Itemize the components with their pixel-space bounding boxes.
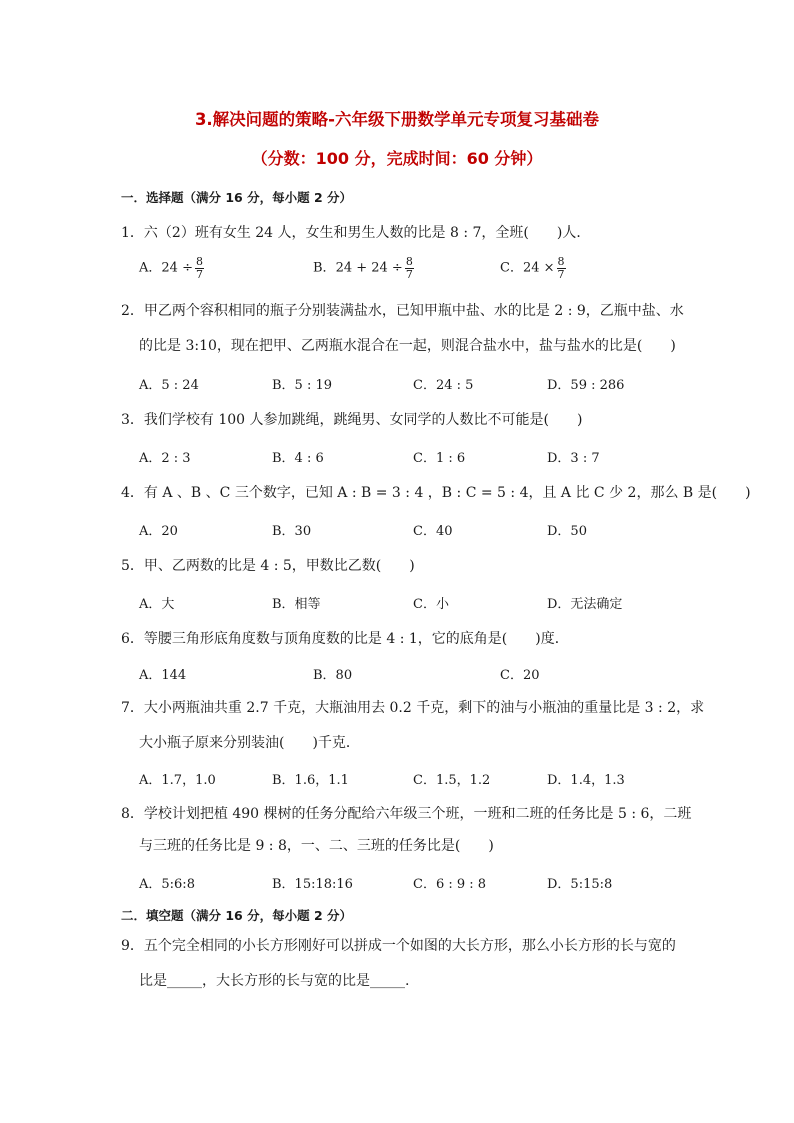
option-a-expression: 24 ÷	[161, 260, 193, 276]
option-c-label: C．	[500, 260, 523, 276]
question-7-option-d: D．1.4，1.3	[547, 773, 625, 788]
question-5-option-c: C．小	[413, 597, 449, 612]
section-heading-fill-in: 二．填空题（满分 16 分，每小题 2 分）	[121, 908, 353, 923]
question-1-option-c	[500, 256, 566, 280]
option-b-expression: 24 + 24 ÷	[335, 260, 403, 276]
section-heading-choice: 一．选择题（满分 16 分，每小题 2 分）	[121, 190, 353, 205]
question-6-option-b: B．80	[313, 668, 353, 683]
page-title: 3.解决问题的策略-六年级下册数学单元专项复习基础卷	[194, 110, 600, 129]
question-3-option-c: C．1 : 6	[413, 451, 466, 466]
option-b-fraction: $\frac{8}{7}$	[405, 255, 413, 281]
question-5-text: 5．甲、乙两数的比是 4 : 5，甲数比乙数( )	[121, 558, 415, 574]
question-8-option-c: C．6 : 9 : 8	[413, 877, 487, 892]
question-3-option-d: D．3 : 7	[547, 451, 600, 466]
question-5-option-d: D．无法确定	[547, 597, 623, 612]
question-4-option-d: D．50	[547, 524, 587, 539]
question-2-option-d: D．59 : 286	[547, 378, 625, 393]
question-2-text-line-2: 的比是 3:10，现在把甲、乙两瓶水混合在一起，则混合盐水中，盐与盐水的比是( )	[139, 338, 676, 354]
question-2-option-b: B．5 : 19	[272, 378, 333, 393]
question-3-text: 3．我们学校有 100 人参加跳绳，跳绳男、女同学的人数比不可能是( )	[121, 412, 583, 428]
question-4-option-a: A．20	[139, 524, 178, 539]
question-2-option-c: C．24 : 5	[413, 378, 474, 393]
question-7-text-line-2: 大小瓶子原来分别装油( )千克．	[139, 735, 360, 751]
question-6-option-a: A．144	[139, 668, 187, 683]
question-8-option-b: B．15:18:16	[272, 877, 353, 892]
question-6-option-c: C．20	[500, 668, 540, 683]
question-8-text-line-1: 8．学校计划把植 490 棵树的任务分配给六年级三个班，一班和二班的任务比是 5 : 6，二班	[121, 806, 692, 822]
question-4-text: 4．有 A 、B 、C 三个数字，已知 A : B = 3 : 4 ，B : C = 5 : 4，且 A 比 C 少 2，那么 B 是( )	[121, 485, 751, 501]
question-2-option-a: A．5 : 24	[139, 378, 199, 393]
question-8-text-line-2: 与三班的任务比是 9 : 8，一、二、三班的任务比是( )	[139, 838, 494, 854]
question-1-option-b	[313, 256, 414, 280]
question-1-option-a	[139, 256, 204, 280]
question-4-option-c: C．40	[413, 524, 453, 539]
question-7-text-line-1: 7．大小两瓶油共重 2.7 千克，大瓶油用去 0.2 千克，剩下的油与小瓶油的重量比是 3 : 2，求	[121, 700, 705, 716]
question-7-option-b: B．1.6，1.1	[272, 773, 349, 788]
question-3-option-b: B．4 : 6	[272, 451, 324, 466]
question-8-option-a: A．5:6:8	[139, 877, 195, 892]
question-5-option-b: B．相等	[272, 597, 321, 612]
question-1-text: 1．六（2）班有女生 24 人，女生和男生人数的比是 8 : 7，全班( )人．	[121, 225, 591, 241]
question-8-option-d: D．5:15:8	[547, 877, 613, 892]
question-2-text-line-1: 2．甲乙两个容积相同的瓶子分别装满盐水，已知甲瓶中盐、水的比是 2 : 9，乙瓶中盐、水	[121, 303, 684, 319]
question-3-option-a: A．2 : 3	[139, 451, 191, 466]
option-a-fraction: $\frac{8}{7}$	[195, 255, 203, 281]
question-7-option-a: A．1.7，1.0	[139, 773, 216, 788]
page-subtitle: （分数：100 分，完成时间：60 分钟）	[251, 149, 543, 168]
option-c-expression: 24 ×	[522, 260, 555, 276]
question-9-text-line-1: 9．五个完全相同的小长方形刚好可以拼成一个如图的大长方形，那么小长方形的长与宽的	[121, 938, 676, 954]
option-a-label: A．	[139, 260, 162, 276]
question-4-option-b: B．30	[272, 524, 312, 539]
question-7-option-c: C．1.5，1.2	[413, 773, 491, 788]
option-c-fraction: $\frac{8}{7}$	[557, 255, 565, 281]
question-5-option-a: A．大	[139, 597, 175, 612]
question-9-text-line-2: 比是_____，大长方形的长与宽的比是_____.	[139, 973, 410, 989]
option-b-label: B．	[313, 260, 336, 276]
question-6-text: 6．等腰三角形底角度数与顶角度数的比是 4 : 1，它的底角是( )度．	[121, 631, 569, 647]
